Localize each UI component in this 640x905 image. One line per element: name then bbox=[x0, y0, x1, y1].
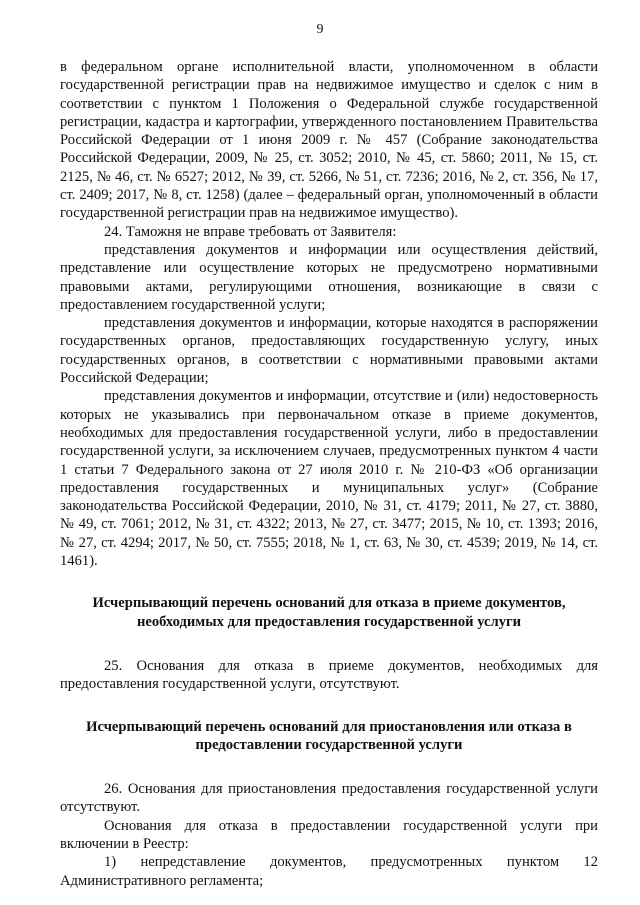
paragraph-26: 26. Основания для приостановления предоставления государственной услуги отсутствуют. bbox=[60, 781, 598, 816]
document-body bbox=[60, 58, 598, 890]
page-number: 9 bbox=[316, 22, 324, 37]
paragraph-25: 25. Основания для отказа в приеме документов, необходимых для предоставления государственной услуги, отсутствуют. bbox=[60, 657, 598, 693]
paragraph-24-item-c: представления документов и информации, отсутствие и (или) недостоверность которых не указывались при первоначальном отказе в приеме документов, необходимых для предоставления государственной услуги, либо в предоставлении государственной услуги, за исключением случаев, предусмотренных пунктом 4 части 1 статьи 7 Федерального закона от 27 июля 2010 г. № 210-ФЗ «Об организации предоставления государственных и муниципальных услуг» (Собрание законодательства Российской Федерации, 2010, № 31, ст. 4179; 2011, № 27, ст. 3880, № 49, ст. 7061; 2012, № 31, ст. 4322; 2013, № 27, ст. 3477; 2015, № 10, ст. 1393; 2016, № 27, ст. 4294; 2017, № 50, ст. 7555; 2018, № 1, ст. 63, № 30, ст. 4539; 2019, № 14, ст. 1461). bbox=[60, 388, 598, 570]
paragraph-24-item-b: представления документов и информации, которые находятся в распоряжении государственных органов, предоставляющих государственную услугу, иных государственных органов, в соответствии с нормативными правовыми актами Российской Федерации; bbox=[60, 315, 598, 387]
paragraph-24: 24. Таможня не вправе требовать от Заявителя: bbox=[104, 223, 397, 240]
section-heading-refusal-acceptance: Исчерпывающий перечень оснований для отказа в приеме документов, необходимых для предоставления государственной услуги bbox=[92, 595, 566, 630]
paragraph-24-item-a: представления документов и информации или осуществления действий, представление или осуществление которых не предусмотрено нормативными правовыми актами, регулирующими отношения, возникающие в связи с предоставлением государственной услуги; bbox=[60, 241, 598, 313]
paragraph-intro: в федеральном органе исполнительной власти, уполномоченном в области государственной регистрации прав на недвижимое имущество и сделок с ним в соответствии с пунктом 1 Положения о Федеральной службе государственной регистрации, кадастра и картографии, утвержденного постановлением Правительства Российской Федерации от 1 июня 2009 г. № 457 (Собрание законодательства Российской Федерации, 2009, № 25, ст. 3052; 2010, № 45, ст. 5860; 2011, № 15, ст. 2125, № 46, ст. № 6527; 2012, № 39, ст. 5266, № 51, ст. 7236; 2016, № 2, ст. 356, № 17, ст. 2409; 2017, № 8, ст. 1258) (далее – федеральный орган, уполномоченный в области государственной регистрации прав на недвижимое имущество). bbox=[60, 59, 598, 222]
paragraph-26-item-1: 1) непредставление документов, предусмотренных пунктом 12 Административного регламента; bbox=[60, 854, 598, 889]
paragraph-26-refusal-grounds: Основания для отказа в предоставлении государственной услуги при включении в Реестр: bbox=[60, 817, 598, 852]
section-heading-suspension-refusal: Исчерпывающий перечень оснований для приостановления или отказа в предоставлении государственной услуги bbox=[86, 718, 572, 753]
